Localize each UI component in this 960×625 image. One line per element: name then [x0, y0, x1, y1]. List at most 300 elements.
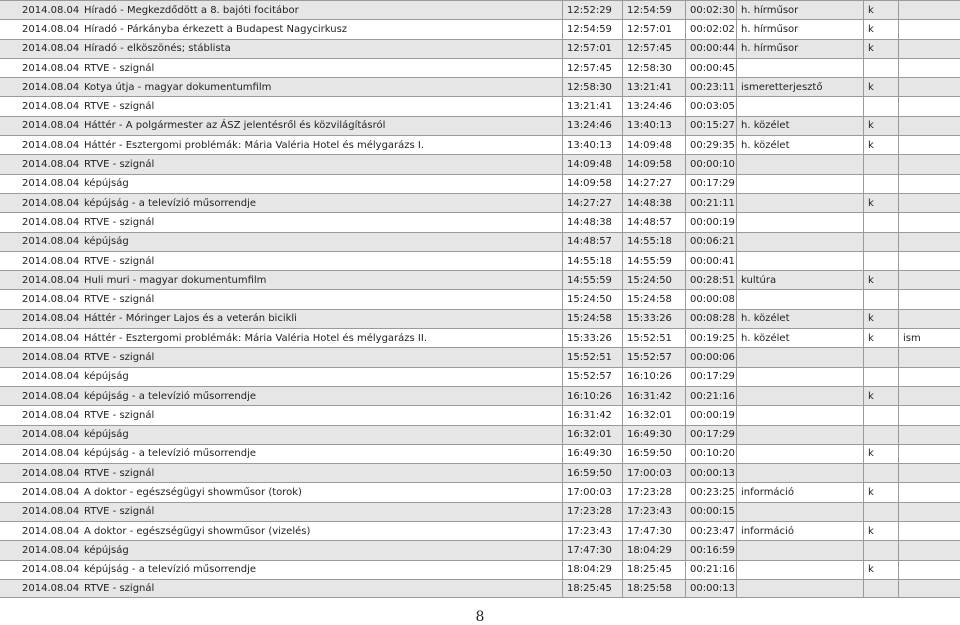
duration-cell: 00:00:08: [690, 294, 735, 306]
date-cell: 2014.08.04: [22, 506, 80, 518]
table-row: [0, 154, 960, 173]
column-divider: [622, 310, 623, 328]
end-time-cell: 14:55:59: [627, 255, 672, 267]
table-row: [0, 386, 960, 405]
table-row: [0, 193, 960, 212]
table-row: [0, 270, 960, 289]
start-time-cell: 18:25:45: [567, 583, 612, 595]
column-divider: [863, 368, 864, 386]
title-cell: RTVE - szignál: [84, 351, 155, 363]
date-cell: 2014.08.04: [22, 351, 80, 363]
end-time-cell: 14:48:38: [627, 197, 672, 209]
table-row: [0, 521, 960, 540]
end-time-cell: 13:40:13: [627, 120, 672, 132]
genre-cell: [741, 445, 861, 463]
column-divider: [898, 213, 899, 231]
start-time-cell: 13:21:41: [567, 101, 612, 113]
flag-cell: k: [868, 139, 874, 151]
note-cell: [903, 155, 943, 173]
column-divider: [622, 387, 623, 405]
date-cell: 2014.08.04: [22, 139, 80, 151]
column-divider: [622, 426, 623, 444]
duration-cell: 00:17:29: [690, 178, 735, 190]
date-cell: 2014.08.04: [22, 332, 80, 344]
note-cell: [903, 40, 943, 58]
title-cell: RTVE - szignál: [84, 409, 155, 421]
column-divider: [685, 541, 686, 559]
date-cell: 2014.08.04: [22, 159, 80, 171]
flag-cell: k: [868, 332, 874, 344]
date-cell: 2014.08.04: [22, 448, 80, 460]
column-divider: [622, 445, 623, 463]
date-cell: 2014.08.04: [22, 583, 80, 595]
flag-cell: [868, 233, 878, 251]
genre-cell: [741, 580, 861, 597]
duration-cell: 00:00:10: [690, 159, 735, 171]
date-cell: 2014.08.04: [22, 313, 80, 325]
column-divider: [622, 483, 623, 501]
column-divider: [898, 78, 899, 96]
column-divider: [562, 59, 563, 77]
note-cell: [903, 20, 943, 38]
column-divider: [898, 426, 899, 444]
note-cell: [903, 233, 943, 251]
date-cell: 2014.08.04: [22, 101, 80, 113]
note-cell: [903, 78, 943, 96]
date-cell: 2014.08.04: [22, 62, 80, 74]
title-cell: Háttér - Móringer Lajos és a veterán bicikli: [84, 313, 297, 325]
flag-cell: [868, 406, 878, 424]
column-divider: [898, 464, 899, 482]
start-time-cell: 17:00:03: [567, 487, 612, 499]
genre-cell: [741, 368, 861, 386]
start-time-cell: 15:24:58: [567, 313, 612, 325]
date-cell: 2014.08.04: [22, 178, 80, 190]
column-divider: [685, 1, 686, 19]
table-row: [0, 425, 960, 444]
column-divider: [898, 561, 899, 579]
column-divider: [863, 271, 864, 289]
note-cell: [903, 194, 943, 212]
note-cell: [903, 310, 943, 328]
duration-cell: 00:00:06: [690, 351, 735, 363]
end-time-cell: 15:52:51: [627, 332, 672, 344]
duration-cell: 00:23:47: [690, 525, 735, 537]
column-divider: [898, 1, 899, 19]
flag-cell: k: [868, 274, 874, 286]
date-cell: 2014.08.04: [22, 23, 80, 35]
start-time-cell: 15:52:57: [567, 371, 612, 383]
column-divider: [863, 406, 864, 424]
start-time-cell: 16:31:42: [567, 409, 612, 421]
note-cell: [903, 445, 943, 463]
column-divider: [685, 561, 686, 579]
start-time-cell: 13:40:13: [567, 139, 612, 151]
flag-cell: [868, 59, 878, 77]
column-divider: [562, 20, 563, 38]
column-divider: [685, 580, 686, 597]
start-time-cell: 16:32:01: [567, 429, 612, 441]
duration-cell: 00:17:29: [690, 429, 735, 441]
flag-cell: k: [868, 313, 874, 325]
date-cell: 2014.08.04: [22, 236, 80, 248]
column-divider: [622, 348, 623, 366]
column-divider: [898, 117, 899, 135]
column-divider: [863, 348, 864, 366]
column-divider: [622, 78, 623, 96]
date-cell: 2014.08.04: [22, 294, 80, 306]
end-time-cell: 12:54:59: [627, 4, 672, 16]
duration-cell: 00:21:16: [690, 564, 735, 576]
genre-cell: [741, 503, 861, 521]
duration-cell: 00:15:27: [690, 120, 735, 132]
flag-cell: [868, 252, 878, 270]
date-cell: 2014.08.04: [22, 390, 80, 402]
genre-cell: [741, 426, 861, 444]
column-divider: [622, 194, 623, 212]
end-time-cell: 15:24:58: [627, 294, 672, 306]
start-time-cell: 14:55:18: [567, 255, 612, 267]
title-cell: képújság: [84, 371, 129, 383]
genre-cell: [741, 155, 861, 173]
column-divider: [622, 406, 623, 424]
duration-cell: 00:23:11: [690, 81, 735, 93]
flag-cell: k: [868, 197, 874, 209]
start-time-cell: 17:23:43: [567, 525, 612, 537]
title-cell: RTVE - szignál: [84, 583, 155, 595]
flag-cell: k: [868, 120, 874, 132]
start-time-cell: 12:58:30: [567, 81, 612, 93]
column-divider: [685, 406, 686, 424]
title-cell: képújság: [84, 544, 129, 556]
title-cell: képújság - a televízió műsorrendje: [84, 390, 257, 402]
note-cell: [903, 97, 943, 115]
flag-cell: k: [868, 4, 874, 16]
date-cell: 2014.08.04: [22, 43, 80, 55]
genre-cell: [741, 541, 861, 559]
column-divider: [863, 426, 864, 444]
title-cell: Háttér - Esztergomi problémák: Mária Valéria Hotel és mélygarázs II.: [84, 332, 428, 344]
column-divider: [898, 233, 899, 251]
end-time-cell: 14:55:18: [627, 236, 672, 248]
date-cell: 2014.08.04: [22, 544, 80, 556]
flag-cell: [868, 290, 878, 308]
column-divider: [562, 155, 563, 173]
column-divider: [685, 233, 686, 251]
column-divider: [898, 252, 899, 270]
date-cell: 2014.08.04: [22, 525, 80, 537]
title-cell: Huli muri - magyar dokumentumfilm: [84, 274, 267, 286]
column-divider: [685, 348, 686, 366]
title-cell: RTVE - szignál: [84, 216, 155, 228]
flag-cell: k: [868, 525, 874, 537]
start-time-cell: 18:04:29: [567, 564, 612, 576]
column-divider: [562, 136, 563, 154]
title-cell: képújság - a televízió műsorrendje: [84, 197, 257, 209]
column-divider: [863, 59, 864, 77]
column-divider: [562, 483, 563, 501]
column-divider: [863, 503, 864, 521]
column-divider: [562, 213, 563, 231]
column-divider: [685, 59, 686, 77]
start-time-cell: 12:57:45: [567, 62, 612, 74]
column-divider: [685, 464, 686, 482]
column-divider: [622, 271, 623, 289]
column-divider: [898, 483, 899, 501]
note-cell: [903, 561, 943, 579]
table-row: [0, 39, 960, 58]
title-cell: RTVE - szignál: [84, 467, 155, 479]
column-divider: [863, 97, 864, 115]
column-divider: [622, 155, 623, 173]
table-row: [0, 444, 960, 463]
column-divider: [562, 117, 563, 135]
column-divider: [562, 426, 563, 444]
column-divider: [898, 329, 899, 347]
column-divider: [898, 175, 899, 193]
table-row: [0, 0, 960, 19]
genre-cell: h. közélet: [741, 313, 790, 325]
table-row: [0, 174, 960, 193]
column-divider: [685, 483, 686, 501]
start-time-cell: 14:55:59: [567, 274, 612, 286]
column-divider: [863, 541, 864, 559]
column-divider: [562, 78, 563, 96]
title-cell: RTVE - szignál: [84, 62, 155, 74]
flag-cell: [868, 580, 878, 597]
title-cell: A doktor - egészségügyi showműsor (torok): [84, 487, 302, 499]
duration-cell: 00:03:05: [690, 101, 735, 113]
column-divider: [863, 20, 864, 38]
note-cell: [903, 387, 943, 405]
end-time-cell: 13:24:46: [627, 101, 672, 113]
end-time-cell: 14:09:48: [627, 139, 672, 151]
note-cell: [903, 503, 943, 521]
duration-cell: 00:16:59: [690, 544, 735, 556]
column-divider: [863, 213, 864, 231]
start-time-cell: 12:54:59: [567, 23, 612, 35]
end-time-cell: 17:23:28: [627, 487, 672, 499]
column-divider: [685, 213, 686, 231]
date-cell: 2014.08.04: [22, 487, 80, 499]
column-divider: [898, 20, 899, 38]
note-cell: [903, 136, 943, 154]
column-divider: [863, 252, 864, 270]
column-divider: [863, 194, 864, 212]
column-divider: [622, 252, 623, 270]
genre-cell: [741, 348, 861, 366]
title-cell: Híradó - elköszönés; stáblista: [84, 43, 231, 55]
end-time-cell: 16:31:42: [627, 390, 672, 402]
table-row: [0, 328, 960, 347]
date-cell: 2014.08.04: [22, 429, 80, 441]
column-divider: [562, 290, 563, 308]
start-time-cell: 16:49:30: [567, 448, 612, 460]
flag-cell: k: [868, 487, 874, 499]
flag-cell: [868, 213, 878, 231]
date-cell: 2014.08.04: [22, 255, 80, 267]
column-divider: [685, 78, 686, 96]
note-cell: [903, 426, 943, 444]
genre-cell: [741, 233, 861, 251]
column-divider: [685, 445, 686, 463]
column-divider: [863, 117, 864, 135]
column-divider: [863, 464, 864, 482]
table-row: [0, 463, 960, 482]
column-divider: [863, 445, 864, 463]
column-divider: [562, 464, 563, 482]
column-divider: [863, 1, 864, 19]
column-divider: [863, 290, 864, 308]
column-divider: [562, 40, 563, 58]
column-divider: [898, 310, 899, 328]
start-time-cell: 15:24:50: [567, 294, 612, 306]
flag-cell: [868, 368, 878, 386]
column-divider: [562, 252, 563, 270]
column-divider: [863, 310, 864, 328]
column-divider: [863, 580, 864, 597]
column-divider: [898, 522, 899, 540]
note-cell: [903, 464, 943, 482]
column-divider: [685, 155, 686, 173]
end-time-cell: 12:58:30: [627, 62, 672, 74]
end-time-cell: 17:00:03: [627, 467, 672, 479]
duration-cell: 00:02:30: [690, 4, 735, 16]
column-divider: [898, 541, 899, 559]
start-time-cell: 17:47:30: [567, 544, 612, 556]
start-time-cell: 14:48:57: [567, 236, 612, 248]
column-divider: [898, 97, 899, 115]
table-row: [0, 289, 960, 308]
column-divider: [863, 522, 864, 540]
flag-cell: [868, 464, 878, 482]
column-divider: [622, 59, 623, 77]
table-row: [0, 232, 960, 251]
flag-cell: k: [868, 564, 874, 576]
column-divider: [622, 117, 623, 135]
genre-cell: információ: [741, 525, 794, 537]
genre-cell: [741, 290, 861, 308]
end-time-cell: 14:09:58: [627, 159, 672, 171]
duration-cell: 00:28:51: [690, 274, 735, 286]
end-time-cell: 15:52:57: [627, 351, 672, 363]
column-divider: [562, 503, 563, 521]
title-cell: Híradó - Megkezdődött a 8. bajóti focitábor: [84, 4, 299, 16]
end-time-cell: 15:33:26: [627, 313, 672, 325]
column-divider: [685, 329, 686, 347]
flag-cell: [868, 155, 878, 173]
date-cell: 2014.08.04: [22, 120, 80, 132]
duration-cell: 00:00:13: [690, 583, 735, 595]
flag-cell: k: [868, 390, 874, 402]
column-divider: [863, 561, 864, 579]
column-divider: [685, 194, 686, 212]
column-divider: [622, 580, 623, 597]
duration-cell: 00:08:28: [690, 313, 735, 325]
column-divider: [863, 40, 864, 58]
column-divider: [863, 387, 864, 405]
column-divider: [562, 348, 563, 366]
flag-cell: [868, 175, 878, 193]
column-divider: [898, 368, 899, 386]
genre-cell: [741, 97, 861, 115]
flag-cell: k: [868, 43, 874, 55]
note-cell: [903, 59, 943, 77]
date-cell: 2014.08.04: [22, 197, 80, 209]
column-divider: [562, 445, 563, 463]
end-time-cell: 15:24:50: [627, 274, 672, 286]
column-divider: [562, 175, 563, 193]
genre-cell: [741, 194, 861, 212]
note-cell: [903, 117, 943, 135]
title-cell: Híradó - Párkányba érkezett a Budapest Nagycirkusz: [84, 23, 348, 35]
duration-cell: 00:00:19: [690, 409, 735, 421]
duration-cell: 00:29:35: [690, 139, 735, 151]
table-row: [0, 502, 960, 521]
flag-cell: [868, 97, 878, 115]
column-divider: [685, 271, 686, 289]
title-cell: Kotya útja - magyar dokumentumfilm: [84, 81, 272, 93]
flag-cell: [868, 348, 878, 366]
start-time-cell: 12:57:01: [567, 43, 612, 55]
end-time-cell: 16:59:50: [627, 448, 672, 460]
column-divider: [562, 541, 563, 559]
column-divider: [562, 387, 563, 405]
genre-cell: [741, 175, 861, 193]
start-time-cell: 15:52:51: [567, 351, 612, 363]
column-divider: [622, 464, 623, 482]
title-cell: RTVE - szignál: [84, 506, 155, 518]
column-divider: [898, 194, 899, 212]
genre-cell: h. hírműsor: [741, 43, 799, 55]
page-number: 8: [475, 609, 485, 625]
column-divider: [685, 175, 686, 193]
column-divider: [863, 136, 864, 154]
column-divider: [685, 522, 686, 540]
column-divider: [685, 503, 686, 521]
column-divider: [622, 97, 623, 115]
column-divider: [622, 233, 623, 251]
column-divider: [685, 97, 686, 115]
end-time-cell: 14:48:57: [627, 216, 672, 228]
column-divider: [622, 40, 623, 58]
column-divider: [622, 522, 623, 540]
column-divider: [562, 329, 563, 347]
start-time-cell: 14:09:48: [567, 159, 612, 171]
title-cell: Háttér - Esztergomi problémák: Mária Valéria Hotel és mélygarázs I.: [84, 139, 425, 151]
column-divider: [898, 445, 899, 463]
column-divider: [562, 580, 563, 597]
column-divider: [898, 155, 899, 173]
date-cell: 2014.08.04: [22, 81, 80, 93]
title-cell: képújság - a televízió műsorrendje: [84, 448, 257, 460]
duration-cell: 00:10:20: [690, 448, 735, 460]
genre-cell: h. közélet: [741, 139, 790, 151]
duration-cell: 00:02:02: [690, 23, 735, 35]
start-time-cell: 17:23:28: [567, 506, 612, 518]
genre-cell: [741, 561, 861, 579]
end-time-cell: 16:10:26: [627, 371, 672, 383]
date-cell: 2014.08.04: [22, 371, 80, 383]
flag-cell: [868, 503, 878, 521]
end-time-cell: 16:49:30: [627, 429, 672, 441]
flag-cell: k: [868, 81, 874, 93]
column-divider: [898, 348, 899, 366]
title-cell: RTVE - szignál: [84, 294, 155, 306]
genre-cell: [741, 406, 861, 424]
duration-cell: 00:21:16: [690, 390, 735, 402]
table-row: [0, 405, 960, 424]
